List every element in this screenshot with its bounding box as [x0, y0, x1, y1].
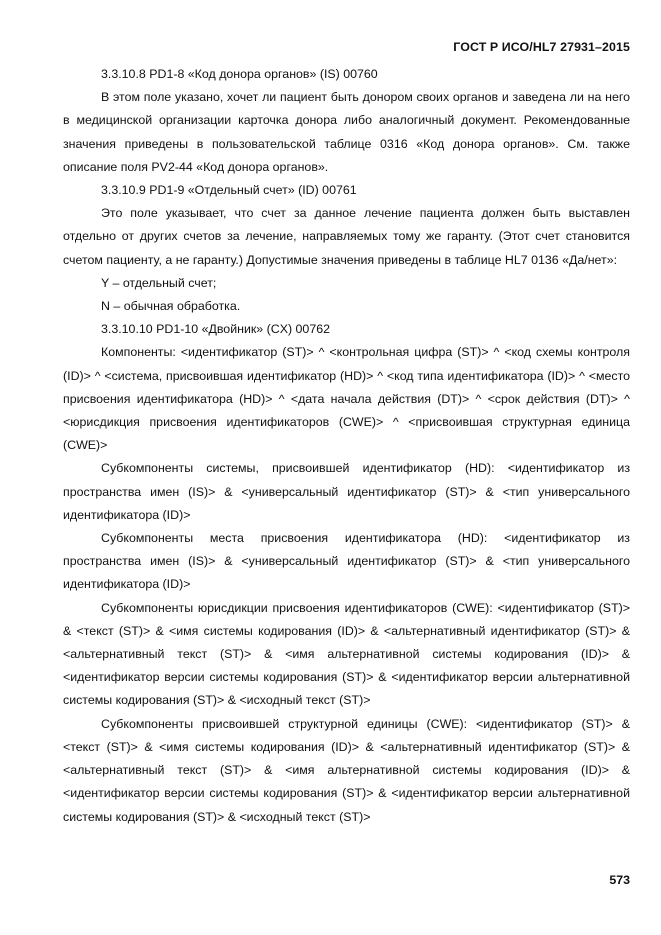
- section-heading: 3.3.10.10 PD1-10 «Двойник» (CX) 00762: [101, 322, 330, 337]
- document-body: [63, 63, 630, 829]
- paragraph: Субкомпоненты юрисдикции присвоения идентификаторов (CWE): <идентификатор (ST)> & <текст (ST)> & <имя системы кодирования (ID)> & <альтернативный идентификатор (ST)> & <альтернативный текст (ST)> & <имя альтернативной системы кодирования (ID)> & <идентификатор версии системы кодирования (ST)> & <идентификатор версии альтернативной системы кодирования (ST)> & <исходный текст (ST)>: [63, 600, 630, 708]
- paragraph: Компоненты: <идентификатор (ST)> ^ <контрольная цифра (ST)> ^ <код схемы контроля (ID)> ^ <система, присвоившая идентификатор (HD)> ^ <код типа идентификатора (ID)> ^ <место присвоения идентификатора (HD)> ^ <дата начала действия (DT)> ^ <срок действия (DT)> ^ <юрисдикция присвоения идентификаторов (CWE)> ^ <присвоившая структурная единица (CWE)>: [63, 345, 630, 453]
- paragraph: Это поле указывает, что счет за данное лечение пациента должен быть выставлен отдельно от других счетов за лечение, направляемых тому же гаранту. (Этот счет становится счетом пациенту, а не гаранту.) Допустимые значения приведены в таблице HL7 0136 «Да/нет»:: [63, 206, 630, 267]
- paragraph: Субкомпоненты присвоившей структурной единицы (CWE): <идентификатор (ST)> & <текст (ST)> & <имя системы кодирования (ID)> & <альтернативный идентификатор (ST)> & <альтернативный текст (ST)> & <имя альтернативной системы кодирования (ID)> & <идентификатор версии системы кодирования (ST)> & <идентификатор версии альтернативной системы кодирования (ST)> & <исходный текст (ST)>: [63, 716, 630, 824]
- section-heading: 3.3.10.8 PD1-8 «Код донора органов» (IS) 00760: [101, 67, 378, 81]
- document-header: ГОСТ Р ИСО/HL7 27931–2015: [453, 40, 630, 54]
- paragraph: В этом поле указано, хочет ли пациент быть донором своих органов и заведена ли на него в медицинской организации карточка донора либо аналогичный документ. Рекомендованные значения приведены в пользовательской таблице 0316 «Код донора органов». См. также описание поля PV2-44 «Код донора органов».: [63, 90, 630, 174]
- page-number: 573: [609, 873, 630, 887]
- paragraph: Субкомпоненты системы, присвоившей идентификатор (HD): <идентификатор из пространства имен (IS)> & <универсальный идентификатор (ST)> & <тип универсального идентификатора (ID)>: [63, 461, 630, 522]
- paragraph: Субкомпоненты места присвоения идентификатора (HD): <идентификатор из пространства имен (IS)> & <универсальный идентификатор (ST)> & <тип универсального идентификатора (ID)>: [63, 531, 630, 592]
- section-heading: 3.3.10.9 PD1-9 «Отдельный счет» (ID) 00761: [101, 183, 357, 198]
- list-item: Y – отдельный счет;: [101, 275, 217, 290]
- list-item: N – обычная обработка.: [101, 299, 241, 314]
